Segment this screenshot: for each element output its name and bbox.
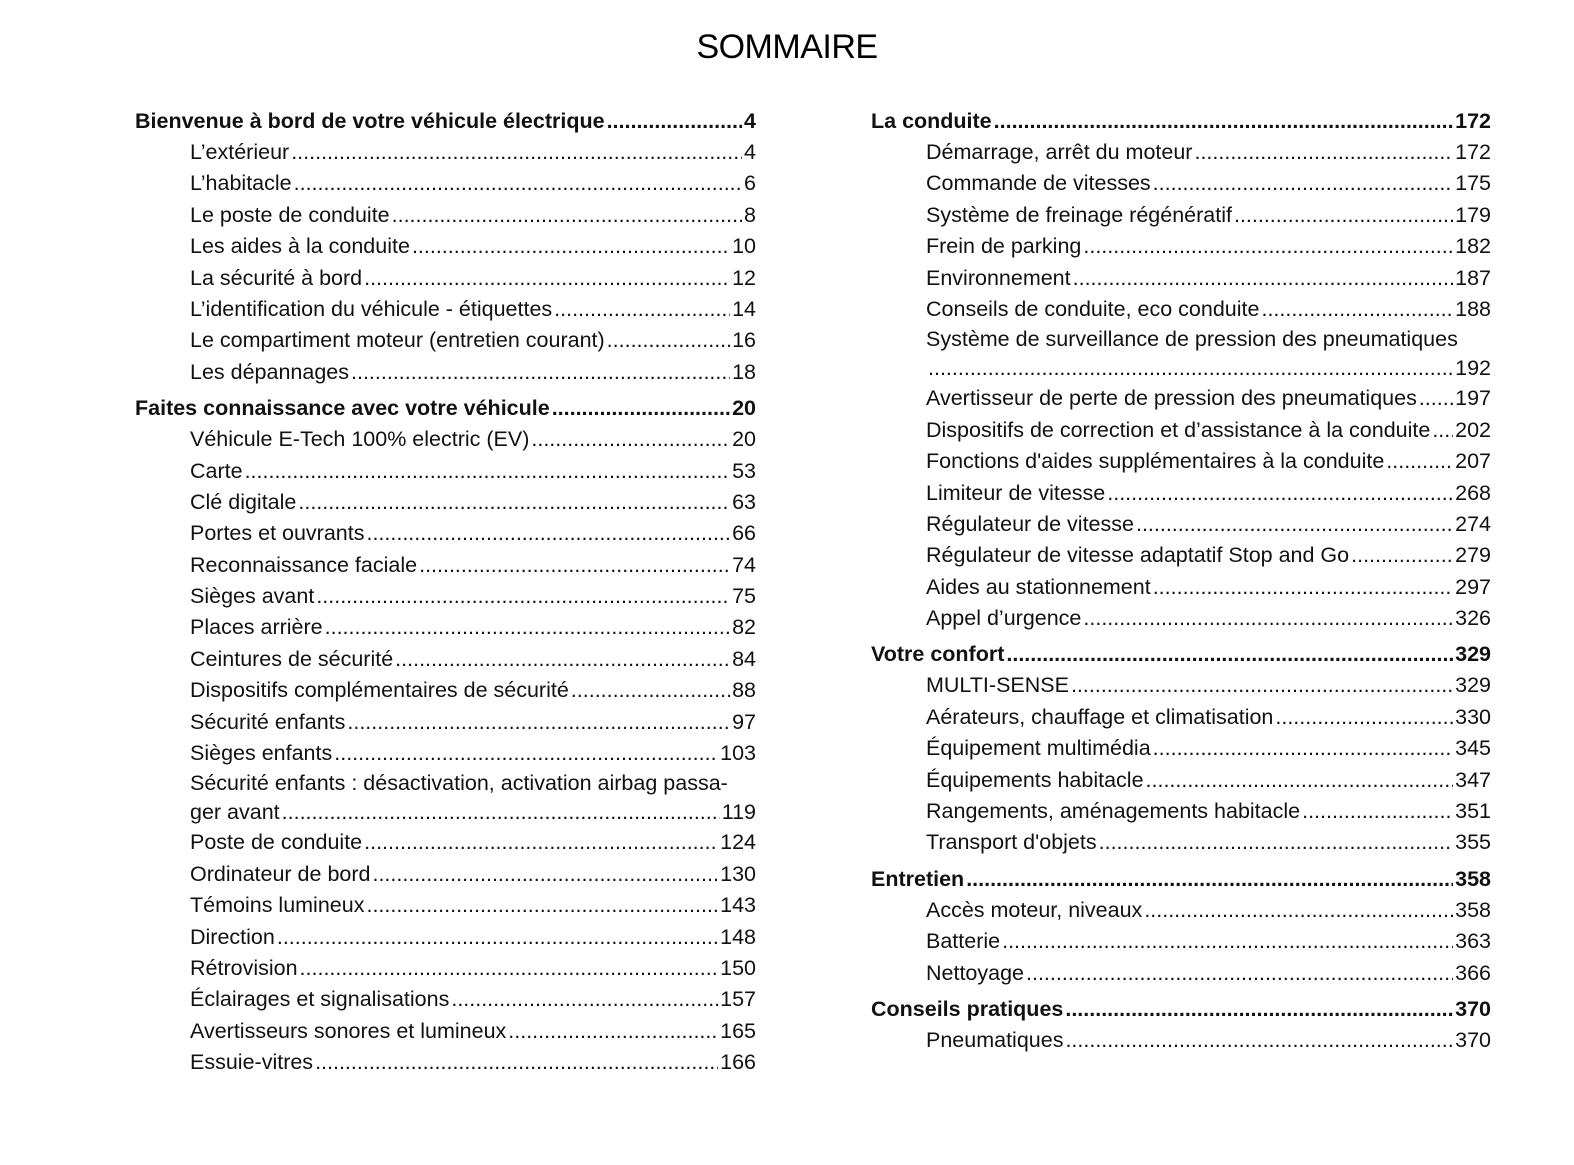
page-number: 370	[1455, 1027, 1491, 1052]
page-number: 274	[1455, 511, 1491, 536]
page-number: 20	[732, 427, 756, 452]
leader-dots	[1386, 446, 1453, 477]
entry-label: Éclairages et signalisations	[190, 987, 450, 1012]
page-number: 188	[1455, 296, 1491, 321]
entry-label: Équipement multimédia	[926, 736, 1151, 761]
leader-dots	[294, 168, 742, 199]
leader-dots	[1153, 168, 1453, 199]
toc-entry[interactable]	[135, 518, 756, 549]
leader-dots	[315, 1047, 718, 1078]
entry-label: La sécurité à bord	[190, 265, 363, 290]
page-number: 326	[1455, 606, 1491, 631]
toc-right-column	[871, 105, 1491, 1056]
toc-entry[interactable]	[135, 890, 756, 921]
page-number: 20	[732, 396, 756, 421]
toc-entry[interactable]	[135, 738, 756, 769]
page-number: 297	[1455, 574, 1491, 599]
entry-label: Direction	[190, 924, 275, 949]
entry-label: Nettoyage	[926, 960, 1025, 985]
entry-label: Véhicule E-Tech 100% electric (EV)	[190, 427, 530, 452]
toc-entry[interactable]	[135, 644, 756, 675]
section-label: Faites connaissance avec votre véhicule	[135, 396, 550, 421]
entry-label: Reconnaissance faciale	[190, 552, 418, 577]
leader-dots	[1065, 1025, 1453, 1056]
section-label: Conseils pratiques	[871, 996, 1064, 1021]
entry-label: Pneumatiques	[926, 1027, 1064, 1052]
leader-dots	[571, 675, 730, 706]
leader-dots	[366, 518, 730, 549]
page-number: 66	[732, 521, 756, 546]
toc-entry[interactable]	[871, 796, 1491, 827]
entry-label: Carte	[190, 458, 243, 483]
entry-label: Sièges avant	[190, 584, 315, 609]
entry-label: Témoins lumineux	[190, 893, 365, 918]
page-number: 268	[1455, 480, 1491, 505]
leader-dots	[351, 357, 730, 388]
entry-label: Limiteur de vitesse	[926, 480, 1106, 505]
section-label: Bienvenue à bord de votre véhicule électrique	[135, 109, 605, 133]
toc-entry[interactable]	[871, 294, 1491, 325]
page-number: 16	[732, 328, 756, 353]
entry-label: Rangements, aménagements habitacle	[926, 799, 1301, 824]
leader-dots	[508, 1016, 718, 1047]
toc-section[interactable]	[871, 105, 1491, 137]
toc-entry[interactable]	[871, 827, 1491, 858]
leader-dots	[966, 863, 1453, 895]
entry-label: Le compartiment moteur (entretien courant)	[190, 328, 605, 353]
toc-entry[interactable]	[135, 1047, 756, 1078]
toc-entry[interactable]	[871, 572, 1491, 603]
leader-dots	[552, 392, 730, 424]
leader-dots	[1002, 926, 1453, 957]
entry-label: Les dépannages	[190, 359, 350, 384]
leader-dots	[1144, 895, 1453, 926]
leader-dots	[1146, 765, 1454, 796]
toc-entry[interactable]	[871, 670, 1491, 701]
entry-label: Régulateur de vitesse	[926, 511, 1134, 536]
entry-label: Avertisseur de perte de pression des pneumatiques	[926, 386, 1417, 411]
toc-entry[interactable]	[871, 353, 1491, 383]
entry-label: Sécurité enfants	[190, 709, 346, 734]
page-number: 358	[1455, 897, 1491, 922]
entry-label: Clé digitale	[190, 489, 297, 514]
leader-dots	[1419, 383, 1453, 414]
leader-dots	[1107, 478, 1453, 509]
entry-label: Le poste de conduite	[190, 202, 390, 227]
leader-dots	[298, 487, 730, 518]
entry-label: L’extérieur	[190, 140, 290, 164]
leader-dots	[1351, 540, 1453, 571]
leader-dots	[300, 953, 719, 984]
page-number: 172	[1455, 140, 1491, 164]
leader-dots	[1153, 733, 1453, 764]
entry-label: Système de freinage régénératif	[926, 202, 1232, 227]
toc-entry[interactable]	[871, 231, 1491, 262]
leader-dots	[372, 859, 718, 890]
entry-label: Frein de parking	[926, 234, 1082, 259]
toc-entry[interactable]	[871, 765, 1491, 796]
leader-dots	[607, 105, 742, 137]
toc-entry[interactable]	[135, 168, 756, 199]
toc-entry[interactable]	[135, 424, 756, 455]
toc-entry[interactable]	[871, 137, 1491, 168]
leader-dots	[1026, 958, 1453, 989]
leader-dots	[1302, 796, 1453, 827]
entry-label: Portes et ouvrants	[190, 521, 365, 546]
page-number: 4	[744, 109, 756, 133]
entry-label: Aides au stationnement	[926, 574, 1151, 599]
leader-dots	[1065, 993, 1453, 1025]
toc-entry[interactable]	[135, 231, 756, 262]
page-number: 363	[1455, 929, 1491, 954]
page-number: 351	[1455, 799, 1491, 824]
leader-dots	[334, 738, 718, 769]
page-number: 63	[732, 489, 756, 514]
entry-label: Places arrière	[190, 615, 323, 640]
page-number: 187	[1455, 265, 1491, 290]
toc-entry[interactable]	[135, 581, 756, 612]
page-number: 182	[1455, 234, 1491, 259]
page-number: 345	[1455, 736, 1491, 761]
toc-entry[interactable]	[871, 603, 1491, 634]
leader-dots	[451, 984, 718, 1015]
page-number: 202	[1455, 417, 1491, 442]
leader-dots	[419, 550, 730, 581]
page-number: 148	[720, 924, 756, 949]
leader-dots	[1099, 827, 1454, 858]
toc-entry-wrapped-line[interactable]: Sécurité enfants : désactivation, activation airbag passa-	[190, 771, 728, 796]
entry-label: Fonctions d'aides supplémentaires à la conduite	[926, 449, 1385, 474]
page-number: 197	[1455, 386, 1491, 411]
leader-dots	[607, 325, 730, 356]
page-number: 330	[1455, 704, 1491, 729]
leader-dots	[531, 424, 730, 455]
entry-label: Rétrovision	[190, 955, 298, 980]
leader-dots	[347, 707, 730, 738]
toc-entry[interactable]	[871, 540, 1491, 571]
toc-entry[interactable]	[871, 200, 1491, 231]
entry-label: Environnement	[926, 265, 1071, 290]
toc-entry[interactable]	[871, 168, 1491, 199]
entry-label: Transport d'objets	[926, 830, 1097, 855]
page-number: 157	[720, 987, 756, 1012]
toc-entry[interactable]	[135, 707, 756, 738]
toc-entry[interactable]	[871, 733, 1491, 764]
leader-dots	[1083, 231, 1453, 262]
toc-entry[interactable]	[135, 200, 756, 231]
toc-entry[interactable]	[871, 702, 1491, 733]
toc-entry[interactable]	[871, 958, 1491, 989]
leader-dots	[1136, 509, 1453, 540]
leader-dots	[1153, 572, 1453, 603]
section-label: Votre confort	[871, 642, 1005, 667]
page-number: 4	[744, 140, 756, 164]
page-number: 347	[1455, 767, 1491, 792]
leader-dots	[994, 105, 1453, 137]
page-number: 175	[1455, 171, 1491, 196]
page-number: 150	[720, 955, 756, 980]
toc-section[interactable]	[871, 638, 1491, 670]
page-number: 192	[1455, 356, 1491, 381]
page-number: 355	[1455, 830, 1491, 855]
entry-label: MULTI-SENSE	[926, 673, 1069, 698]
page-number: 6	[744, 171, 756, 196]
leader-dots	[282, 797, 720, 827]
page-number: 165	[720, 1018, 756, 1043]
entry-label: Avertisseurs sonores et lumineux	[190, 1018, 507, 1043]
entry-label: Essuie-vitres	[190, 1050, 314, 1075]
leader-dots	[364, 263, 730, 294]
toc-entry[interactable]	[135, 859, 756, 890]
toc-entry[interactable]	[135, 357, 756, 388]
page-title: SOMMAIRE	[696, 28, 878, 66]
page-number: 370	[1455, 996, 1491, 1021]
leader-dots	[316, 581, 730, 612]
entry-label: Équipements habitacle	[926, 767, 1144, 792]
page-number: 8	[744, 202, 756, 227]
leader-dots	[1073, 263, 1454, 294]
toc-entry[interactable]	[135, 1016, 756, 1047]
leader-dots	[325, 612, 730, 643]
entry-label: ger avant	[190, 800, 280, 825]
toc-section[interactable]	[135, 105, 756, 137]
toc-entry[interactable]	[135, 984, 756, 1015]
entry-label: L’habitacle	[190, 171, 292, 196]
toc-entry[interactable]	[135, 294, 756, 325]
leader-dots	[291, 137, 742, 168]
page-number: 12	[732, 265, 756, 290]
leader-dots	[1234, 200, 1453, 231]
toc-entry[interactable]	[135, 487, 756, 518]
toc-entry[interactable]	[871, 926, 1491, 957]
entry-label: Régulateur de vitesse adaptatif Stop and Go	[926, 543, 1350, 568]
page-number: 119	[721, 800, 756, 825]
leader-dots	[1261, 294, 1453, 325]
entry-label: Commande de vitesses	[926, 171, 1151, 196]
page-number: 88	[732, 678, 756, 703]
leader-dots	[1083, 603, 1453, 634]
page-number: 358	[1455, 866, 1491, 891]
entry-label: Démarrage, arrêt du moteur	[926, 140, 1193, 164]
toc-left-column	[135, 105, 756, 1079]
entry-label: Ordinateur de bord	[190, 861, 371, 886]
entry-label: Les aides à la conduite	[190, 234, 410, 259]
leader-dots	[245, 456, 731, 487]
leader-dots	[1006, 638, 1453, 670]
leader-dots	[554, 294, 730, 325]
entry-label: Poste de conduite	[190, 830, 363, 855]
leader-dots	[928, 353, 1453, 383]
toc-entry[interactable]	[871, 509, 1491, 540]
entry-label: Batterie	[926, 929, 1001, 954]
toc-entry[interactable]	[135, 456, 756, 487]
toc-entry[interactable]	[135, 797, 756, 827]
page-number: 207	[1455, 449, 1491, 474]
toc-entry[interactable]	[135, 325, 756, 356]
leader-dots	[1071, 670, 1453, 701]
page-number: 18	[732, 359, 756, 384]
page-number: 130	[720, 861, 756, 886]
entry-label: Aérateurs, chauffage et climatisation	[926, 704, 1274, 729]
leader-dots	[395, 644, 730, 675]
page-number: 166	[720, 1050, 756, 1075]
entry-label: Conseils de conduite, eco conduite	[926, 296, 1260, 321]
page-number: 172	[1455, 109, 1491, 133]
entry-label: Accès moteur, niveaux	[926, 897, 1143, 922]
toc-section[interactable]	[871, 863, 1491, 895]
entry-label: Dispositifs complémentaires de sécurité	[190, 678, 569, 703]
toc-entry[interactable]	[135, 612, 756, 643]
entry-label: Appel d’urgence	[926, 606, 1082, 631]
entry-label: Ceintures de sécurité	[190, 646, 394, 671]
page-number: 74	[732, 552, 756, 577]
toc-entry[interactable]	[871, 478, 1491, 509]
toc-section[interactable]	[871, 993, 1491, 1025]
entry-label: L’identification du véhicule - étiquettes	[190, 296, 553, 321]
toc-entry[interactable]	[135, 263, 756, 294]
page-number: 279	[1455, 543, 1491, 568]
toc-entry[interactable]	[135, 953, 756, 984]
page-number: 103	[720, 741, 756, 766]
page-number: 10	[732, 234, 756, 259]
toc-section[interactable]	[135, 392, 756, 424]
toc-entry[interactable]	[871, 1025, 1491, 1056]
section-label: Entretien	[871, 866, 965, 891]
leader-dots	[412, 231, 730, 262]
leader-dots	[1432, 415, 1453, 446]
toc-entry[interactable]	[871, 383, 1491, 414]
leader-dots	[277, 922, 718, 953]
leader-dots	[392, 200, 742, 231]
toc-entry[interactable]	[135, 827, 756, 858]
page-number: 143	[720, 893, 756, 918]
section-label: La conduite	[871, 109, 992, 133]
toc-entry[interactable]	[135, 675, 756, 706]
page-number: 75	[732, 584, 756, 609]
toc-entry[interactable]	[135, 922, 756, 953]
page-number: 84	[732, 646, 756, 671]
page-number: 329	[1455, 642, 1491, 667]
leader-dots	[366, 890, 718, 921]
page-number: 179	[1455, 202, 1491, 227]
entry-label: Sièges enfants	[190, 741, 333, 766]
page-number: 82	[732, 615, 756, 640]
toc-entry-wrapped-line[interactable]: Système de surveillance de pression des pneumatiques	[926, 327, 1458, 352]
toc-entry[interactable]	[871, 895, 1491, 926]
page-number: 14	[732, 296, 756, 321]
leader-dots	[1194, 137, 1453, 168]
entry-label: Dispositifs de correction et d’assistance à la conduite	[926, 417, 1431, 442]
page-number: 329	[1455, 673, 1491, 698]
page-number: 124	[720, 830, 756, 855]
toc-entry[interactable]	[871, 263, 1491, 294]
page-number: 366	[1455, 960, 1491, 985]
leader-dots	[1275, 702, 1453, 733]
toc-entry[interactable]	[871, 446, 1491, 477]
toc-entry[interactable]	[871, 415, 1491, 446]
toc-entry[interactable]	[135, 550, 756, 581]
leader-dots	[364, 827, 718, 858]
page-number: 53	[732, 458, 756, 483]
toc-entry[interactable]	[135, 137, 756, 168]
page-number: 97	[732, 709, 756, 734]
